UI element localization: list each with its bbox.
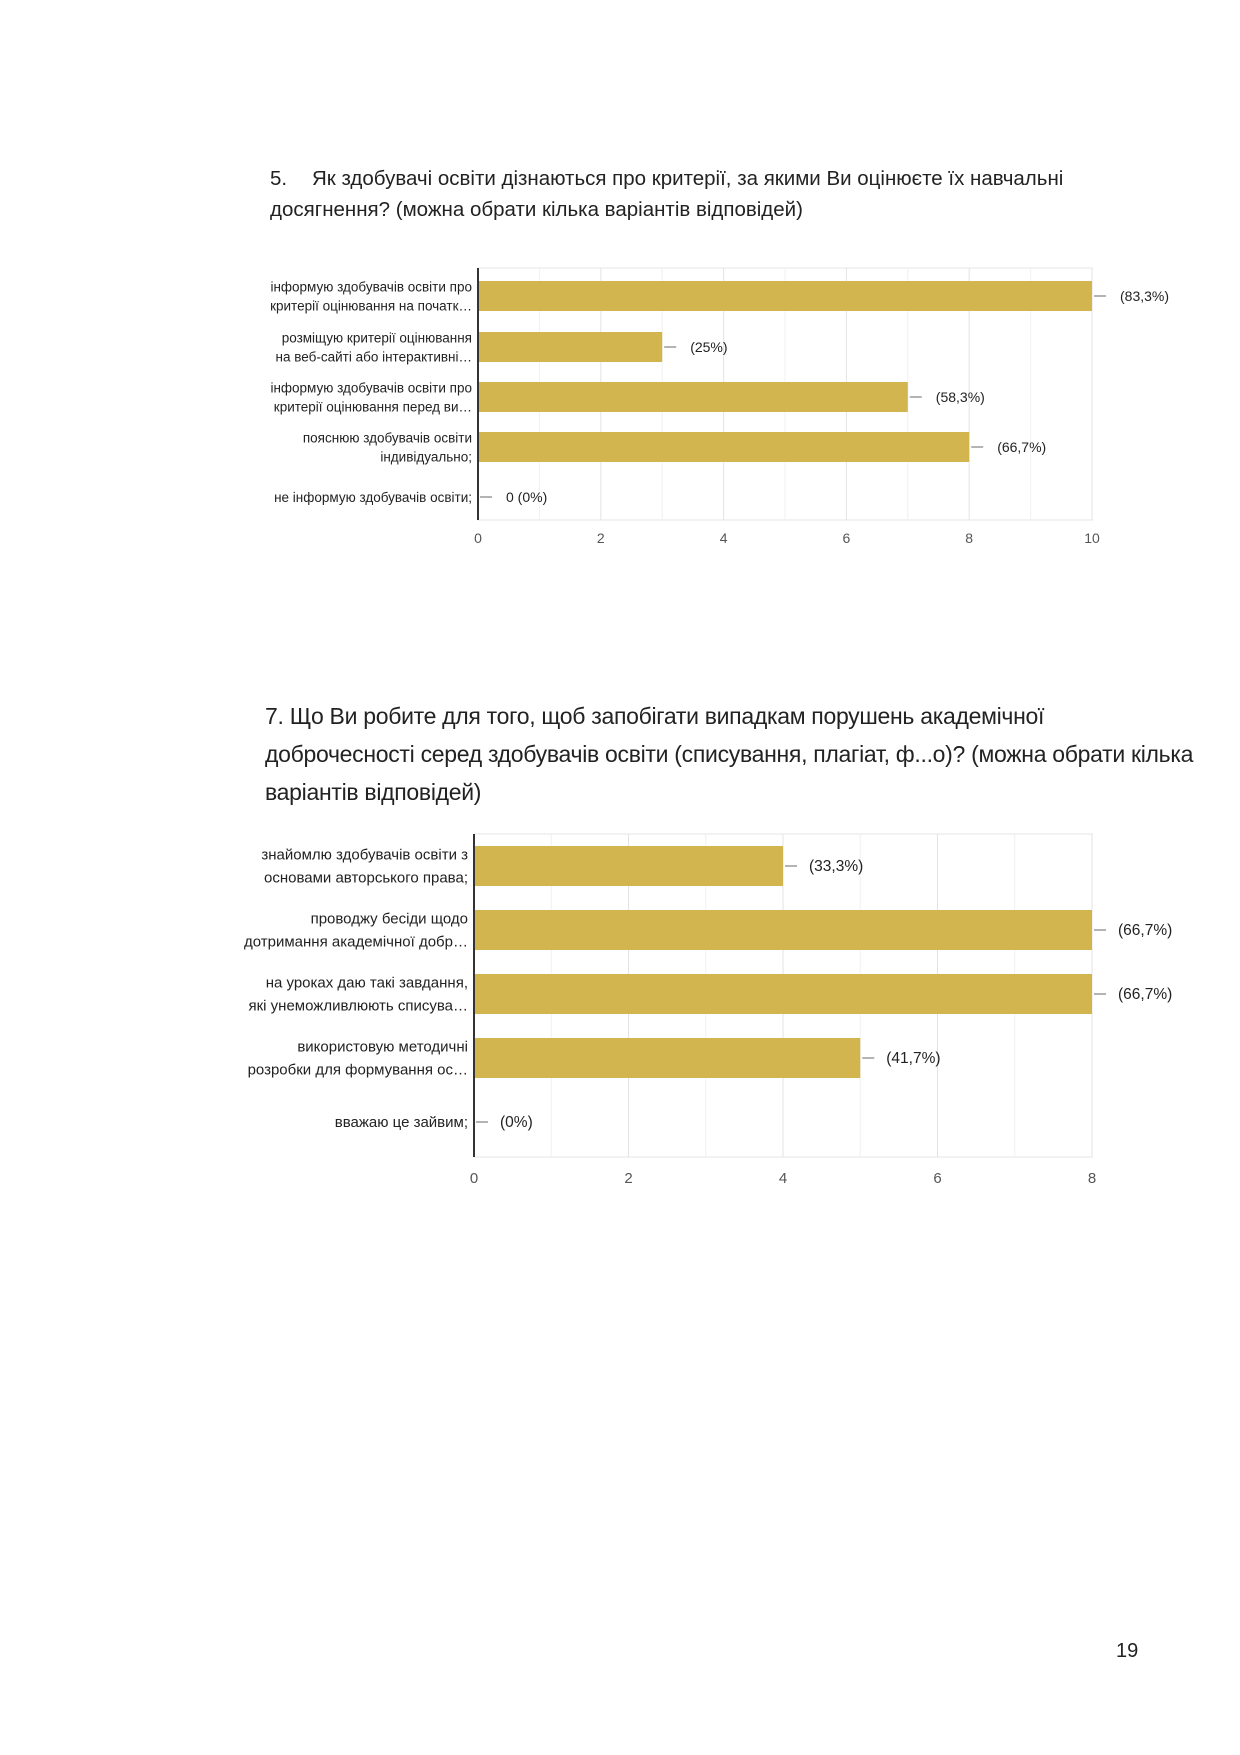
data-label: (66,7%): [1118, 986, 1173, 1003]
x-tick-label: 8: [965, 530, 974, 546]
data-label: (33,3%): [809, 858, 864, 875]
category-label: використовую методичні: [297, 1038, 468, 1056]
x-tick-label: 6: [842, 530, 851, 546]
category-label: індивідуально;: [380, 449, 472, 465]
bar: [478, 382, 908, 412]
x-tick-label: 8: [1087, 1170, 1097, 1187]
question-5-number: 5.: [270, 167, 288, 190]
category-label: які унеможливлюють списува…: [248, 997, 468, 1015]
category-label: пояснюю здобувачів освіти: [302, 430, 472, 446]
chart-2: [244, 834, 1172, 1187]
category-label: на веб-сайті або інтерактивні…: [275, 349, 472, 365]
x-tick-label: 0: [469, 1170, 479, 1187]
bar: [474, 1038, 860, 1078]
data-label: 0 (0%): [506, 489, 548, 505]
bar: [474, 974, 1092, 1014]
data-label: (25%): [690, 339, 728, 355]
bar: [474, 910, 1092, 950]
x-tick-label: 4: [778, 1170, 788, 1187]
category-label: критерії оцінювання перед ви…: [273, 399, 472, 415]
category-label: розробки для формування ос…: [247, 1061, 468, 1079]
category-label: розміщую критерії оцінювання: [281, 330, 472, 346]
category-label: вважаю це зайвим;: [334, 1114, 468, 1131]
bar: [478, 281, 1092, 311]
data-label: (83,3%): [1120, 288, 1170, 304]
category-label: не інформую здобувачів освіти;: [274, 490, 472, 505]
data-label: (66,7%): [997, 439, 1047, 455]
category-label: дотримання академічної добр…: [244, 933, 468, 951]
data-label: (58,3%): [935, 389, 985, 405]
question-5-text: Як здобувачі освіти дізнаються про критерії, за якими Ви оцінюєте їх навчальні досягнення? (можна обрати кілька варіантів відповідей): [270, 167, 1064, 221]
category-label: критерії оцінювання на початк…: [270, 298, 472, 314]
question-7-number: 7.: [265, 703, 284, 729]
data-label: (0%): [500, 1114, 533, 1131]
x-tick-label: 2: [596, 530, 605, 546]
category-label: знайомлю здобувачів освіти з: [261, 846, 468, 864]
category-label: на уроках даю такі завдання,: [265, 974, 468, 992]
x-tick-label: 4: [719, 530, 728, 546]
category-label: інформую здобувачів освіти про: [270, 279, 472, 295]
question-7-text: Що Ви робите для того, щоб запобігати випадкам порушень академічної доброчесності серед здобувачів освіти (списування, плагіат, ф...о)? (можна обрати кілька варіантів відповідей): [265, 703, 1194, 805]
category-label: основами авторського права;: [264, 869, 468, 887]
x-tick-label: 0: [474, 530, 482, 546]
category-label: інформую здобувачів освіти про: [270, 380, 472, 396]
bar: [474, 846, 783, 886]
data-label: (66,7%): [1118, 922, 1173, 939]
category-label: проводжу бесіди щодо: [310, 910, 468, 928]
bar: [478, 432, 969, 462]
x-tick-label: 6: [933, 1170, 942, 1187]
page-number: 19: [1116, 1640, 1139, 1662]
x-tick-label: 10: [1084, 530, 1100, 546]
x-tick-label: 2: [624, 1170, 633, 1187]
bar: [478, 332, 662, 362]
chart-1: [270, 268, 1169, 546]
data-label: (41,7%): [886, 1050, 941, 1067]
